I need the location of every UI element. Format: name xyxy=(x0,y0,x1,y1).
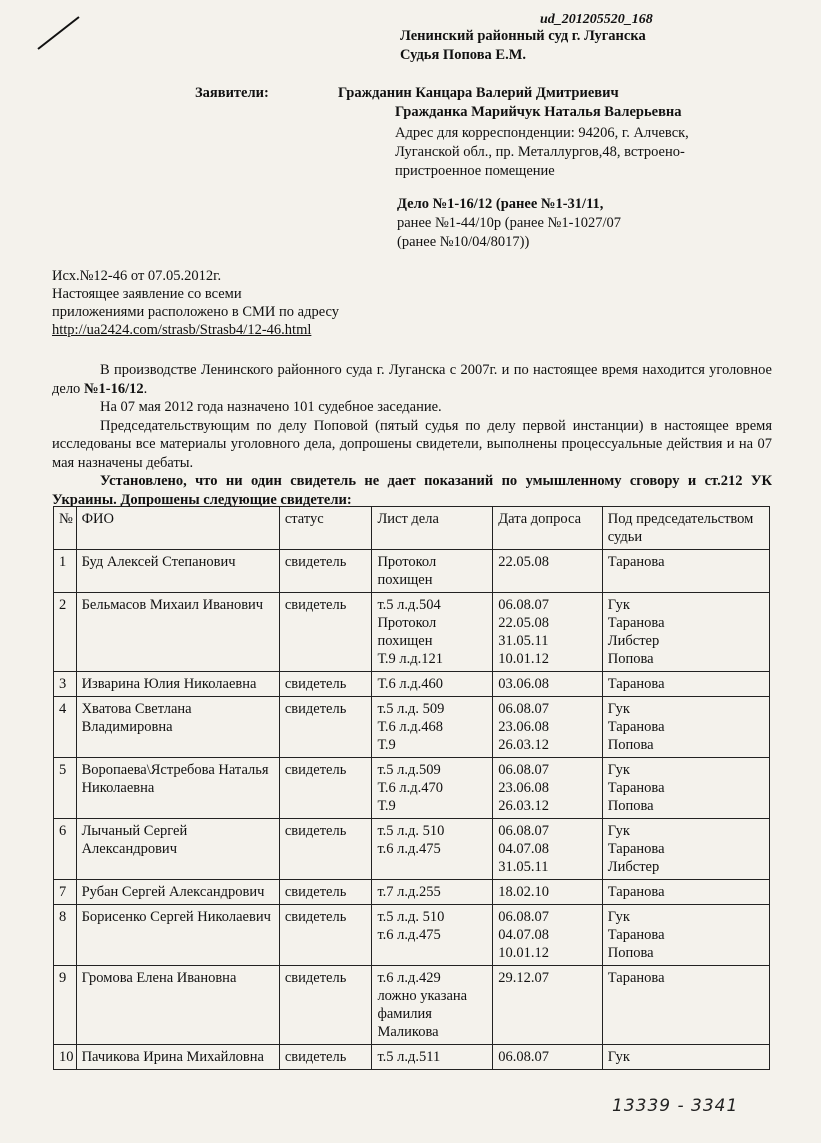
presiding-judge-line: Таранова xyxy=(607,970,665,986)
case-sheet xyxy=(372,1045,493,1070)
case-sheet xyxy=(372,819,493,880)
case-sheet-line: Т.9 xyxy=(377,798,396,814)
presiding-judge-line: Попова xyxy=(607,737,654,753)
presiding-judge-line: Попова xyxy=(607,945,654,961)
presiding-judge xyxy=(602,966,769,1045)
interrogation-date-line: 22.05.08 xyxy=(498,615,550,631)
table-row xyxy=(54,966,770,1045)
witness-status: свидетель xyxy=(279,819,372,880)
statement-body xyxy=(52,361,772,509)
case-sheet-line: фамилия xyxy=(377,1006,432,1022)
interrogation-date-line: 29.12.07 xyxy=(498,970,550,986)
witness-status: свидетель xyxy=(279,880,372,905)
paragraph-text: . xyxy=(143,380,148,397)
interrogation-date xyxy=(493,758,603,819)
presiding-judge-line: Гук xyxy=(607,1049,630,1065)
case-line: (ранее №10/04/8017)) xyxy=(397,234,530,250)
case-sheet-line: Т.6 л.д.468 xyxy=(377,719,443,735)
witness-name: Громова Елена Ивановна xyxy=(76,966,279,1045)
witness-status: свидетель xyxy=(279,758,372,819)
paragraph-conclusion: Установлено, что ни один свидетель не дает показаний по умышленному сговору и ст.212 УК Украины. Допрошены следующие свидетели: xyxy=(52,473,772,508)
case-sheet-line: т.7 л.д.255 xyxy=(377,884,441,900)
case-sheet-line: т.6 л.д.429 xyxy=(377,970,441,986)
case-sheet xyxy=(372,697,493,758)
row-number: 6 xyxy=(54,819,77,880)
interrogation-date-line: 31.05.11 xyxy=(498,633,549,649)
applicant-1: Гражданин Канцара Валерий Дмитриевич xyxy=(338,85,619,101)
interrogation-date xyxy=(493,880,603,905)
interrogation-date xyxy=(493,819,603,880)
interrogation-date-line: 03.06.08 xyxy=(498,676,550,692)
case-line: Дело №1-16/12 (ранее №1-31/11, xyxy=(397,196,604,212)
case-sheet-line: т.5 л.д.511 xyxy=(377,1049,441,1065)
interrogation-date-line: 06.08.07 xyxy=(498,597,550,613)
case-sheet-line: Протокол xyxy=(377,615,437,631)
case-sheet xyxy=(372,880,493,905)
paragraph: На 07 мая 2012 года назначено 101 судебное заседание. xyxy=(100,399,442,415)
interrogation-date xyxy=(493,905,603,966)
presiding-judge-line: Гук xyxy=(607,909,630,925)
case-sheet-line: Т.6 л.д.470 xyxy=(377,780,443,796)
interrogation-date xyxy=(493,966,603,1045)
table-row xyxy=(54,593,770,672)
witness-name: Воропаева\Ястребова Наталья Николаевна xyxy=(76,758,279,819)
presiding-judge xyxy=(602,550,769,593)
presiding-judge-line: Таранова xyxy=(607,615,665,631)
paragraph-text: В производстве Ленинского районного суда г. Луганска с 2007г. и по настоящее время находится уголовное дело xyxy=(52,362,772,397)
presiding-judge xyxy=(602,905,769,966)
table-row xyxy=(54,697,770,758)
case-sheet-line: т.6 л.д.475 xyxy=(377,927,441,943)
interrogation-date-line: 04.07.08 xyxy=(498,927,550,943)
presiding-judge-line: Таранова xyxy=(607,676,665,692)
interrogation-date xyxy=(493,550,603,593)
header-case-sheet: Лист дела xyxy=(372,507,493,550)
table-row xyxy=(54,905,770,966)
publication-link[interactable]: http://ua2424.com/strasb/Strasb4/12-46.html xyxy=(52,322,312,338)
case-sheet-line: Т.9 xyxy=(377,737,396,753)
interrogation-date-line: 23.06.08 xyxy=(498,719,550,735)
witness-name: Хватова Светлана Владимировна xyxy=(76,697,279,758)
address-line: Луганской обл., пр. Металлургов,48, встроено- xyxy=(395,144,685,160)
pen-stroke-mark xyxy=(37,16,79,50)
presiding-judge xyxy=(602,758,769,819)
presiding-judge-line: Таранова xyxy=(607,719,665,735)
presiding-judge-line: Либстер xyxy=(607,859,660,875)
interrogation-date xyxy=(493,672,603,697)
interrogation-date-line: 06.08.07 xyxy=(498,909,550,925)
row-number: 10 xyxy=(54,1045,77,1070)
row-number: 1 xyxy=(54,550,77,593)
table-row xyxy=(54,880,770,905)
case-sheet-line: т.5 л.д. 510 xyxy=(377,909,445,925)
witness-name: Борисенко Сергей Николаевич xyxy=(76,905,279,966)
case-line: ранее №1-44/10р (ранее №1-1027/07 xyxy=(397,215,621,231)
witness-status: свидетель xyxy=(279,672,372,697)
presiding-judge-line: Попова xyxy=(607,798,654,814)
applicants-label: Заявители: xyxy=(195,85,269,101)
row-number: 3 xyxy=(54,672,77,697)
witness-name: Буд Алексей Степанович xyxy=(76,550,279,593)
interrogation-date xyxy=(493,593,603,672)
case-number xyxy=(397,195,797,252)
case-sheet xyxy=(372,593,493,672)
case-sheet-line: Маликова xyxy=(377,1024,439,1040)
table-row xyxy=(54,758,770,819)
presiding-judge xyxy=(602,819,769,880)
interrogation-date-line: 26.03.12 xyxy=(498,737,550,753)
witness-status: свидетель xyxy=(279,905,372,966)
outgoing-number: Исх.№12-46 от 07.05.2012г. xyxy=(52,268,222,284)
row-number: 4 xyxy=(54,697,77,758)
case-sheet-line: т.5 л.д. 510 xyxy=(377,823,445,839)
interrogation-date-line: 31.05.11 xyxy=(498,859,549,875)
interrogation-date-line: 22.05.08 xyxy=(498,554,550,570)
presiding-judge-line: Гук xyxy=(607,823,630,839)
row-number: 9 xyxy=(54,966,77,1045)
case-sheet-line: т.5 л.д.504 xyxy=(377,597,441,613)
case-sheet-line: т.6 л.д.475 xyxy=(377,841,441,857)
presiding-judge xyxy=(602,697,769,758)
header-date: Дата допроса xyxy=(493,507,603,550)
row-number: 5 xyxy=(54,758,77,819)
presiding-judge-line: Либстер xyxy=(607,633,660,649)
header-status: статус xyxy=(279,507,372,550)
table-row xyxy=(54,550,770,593)
document-id: ud_201205520_168 xyxy=(540,12,653,27)
case-sheet xyxy=(372,905,493,966)
witness-status: свидетель xyxy=(279,593,372,672)
row-number: 2 xyxy=(54,593,77,672)
case-sheet xyxy=(372,550,493,593)
outgoing-note: Настоящее заявление со всеми xyxy=(52,286,242,302)
witness-name: Изварина Юлия Николаевна xyxy=(76,672,279,697)
presiding-judge-line: Гук xyxy=(607,701,630,717)
correspondence-address xyxy=(395,124,725,181)
case-sheet-line: т.5 л.д.509 xyxy=(377,762,441,778)
paragraph: Председательствующим по делу Поповой (пятый судья по делу первой инстанции) в настоящее время исследованы все материалы уголовного дела, допрошены свидетели, выполнены процессуальные действия и на 07 мая назначены дебаты. xyxy=(52,417,772,471)
case-sheet xyxy=(372,758,493,819)
table-row xyxy=(54,1045,770,1070)
interrogation-date xyxy=(493,1045,603,1070)
witness-name: Лычаный Сергей Александрович xyxy=(76,819,279,880)
witness-status: свидетель xyxy=(279,697,372,758)
presiding-judge xyxy=(602,672,769,697)
interrogation-date-line: 06.08.07 xyxy=(498,762,550,778)
witness-name: Рубан Сергей Александрович xyxy=(76,880,279,905)
case-sheet xyxy=(372,966,493,1045)
witness-name: Пачикова Ирина Михайловна xyxy=(76,1045,279,1070)
witness-name: Бельмасов Михаил Иванович xyxy=(76,593,279,672)
case-sheet-line: Т.6 л.д.460 xyxy=(377,676,443,692)
interrogation-date-line: 06.08.07 xyxy=(498,1049,550,1065)
court-name: Ленинский районный суд г. Луганска xyxy=(400,28,646,44)
interrogation-date-line: 06.08.07 xyxy=(498,823,550,839)
presiding-judge-line: Таранова xyxy=(607,927,665,943)
outgoing-reference xyxy=(52,267,339,339)
case-sheet-line: похищен xyxy=(377,572,433,588)
interrogation-date-line: 18.02.10 xyxy=(498,884,550,900)
table-header-row xyxy=(54,507,770,550)
presiding-judge-line: Таранова xyxy=(607,884,665,900)
address-line: пристроенное помещение xyxy=(395,163,555,179)
table-row xyxy=(54,819,770,880)
interrogation-date-line: 10.01.12 xyxy=(498,945,550,961)
witness-status: свидетель xyxy=(279,550,372,593)
applicant-2: Гражданка Марийчук Наталья Валерьевна xyxy=(395,104,682,120)
judge-name: Судья Попова Е.М. xyxy=(400,47,527,63)
witness-status: свидетель xyxy=(279,1045,372,1070)
case-sheet-line: ложно указана xyxy=(377,988,468,1004)
presiding-judge-line: Таранова xyxy=(607,554,665,570)
witness-status: свидетель xyxy=(279,966,372,1045)
case-sheet-line: Т.9 л.д.121 xyxy=(377,651,443,667)
address-line: Адрес для корреспонденции: 94206, г. Алчевск, xyxy=(395,125,689,141)
case-sheet xyxy=(372,672,493,697)
table-row xyxy=(54,672,770,697)
handwritten-page-numbers: 13339 - 3341 xyxy=(612,1096,739,1116)
presiding-judge-line: Таранова xyxy=(607,841,665,857)
presiding-judge-line: Попова xyxy=(607,651,654,667)
presiding-judge xyxy=(602,880,769,905)
case-sheet-line: похищен xyxy=(377,633,433,649)
presiding-judge-line: Таранова xyxy=(607,780,665,796)
interrogation-date-line: 06.08.07 xyxy=(498,701,550,717)
presiding-judge-line: Гук xyxy=(607,762,630,778)
outgoing-note: приложениями расположено в СМИ по адресу xyxy=(52,304,339,320)
interrogation-date xyxy=(493,697,603,758)
case-sheet-line: т.5 л.д. 509 xyxy=(377,701,445,717)
interrogation-date-line: 23.06.08 xyxy=(498,780,550,796)
presiding-judge xyxy=(602,1045,769,1070)
paragraph xyxy=(52,361,772,398)
interrogation-date-line: 04.07.08 xyxy=(498,841,550,857)
row-number: 8 xyxy=(54,905,77,966)
header-number: № xyxy=(54,507,77,550)
interrogation-date-line: 26.03.12 xyxy=(498,798,550,814)
header-fio: ФИО xyxy=(76,507,279,550)
presiding-judge-line: Гук xyxy=(607,597,630,613)
presiding-judge xyxy=(602,593,769,672)
case-sheet-line: Протокол xyxy=(377,554,437,570)
row-number: 7 xyxy=(54,880,77,905)
case-number-inline: №1-16/12 xyxy=(83,380,144,397)
header-judge: Под председательством судьи xyxy=(602,507,769,550)
interrogation-date-line: 10.01.12 xyxy=(498,651,550,667)
witness-table xyxy=(53,506,770,1070)
